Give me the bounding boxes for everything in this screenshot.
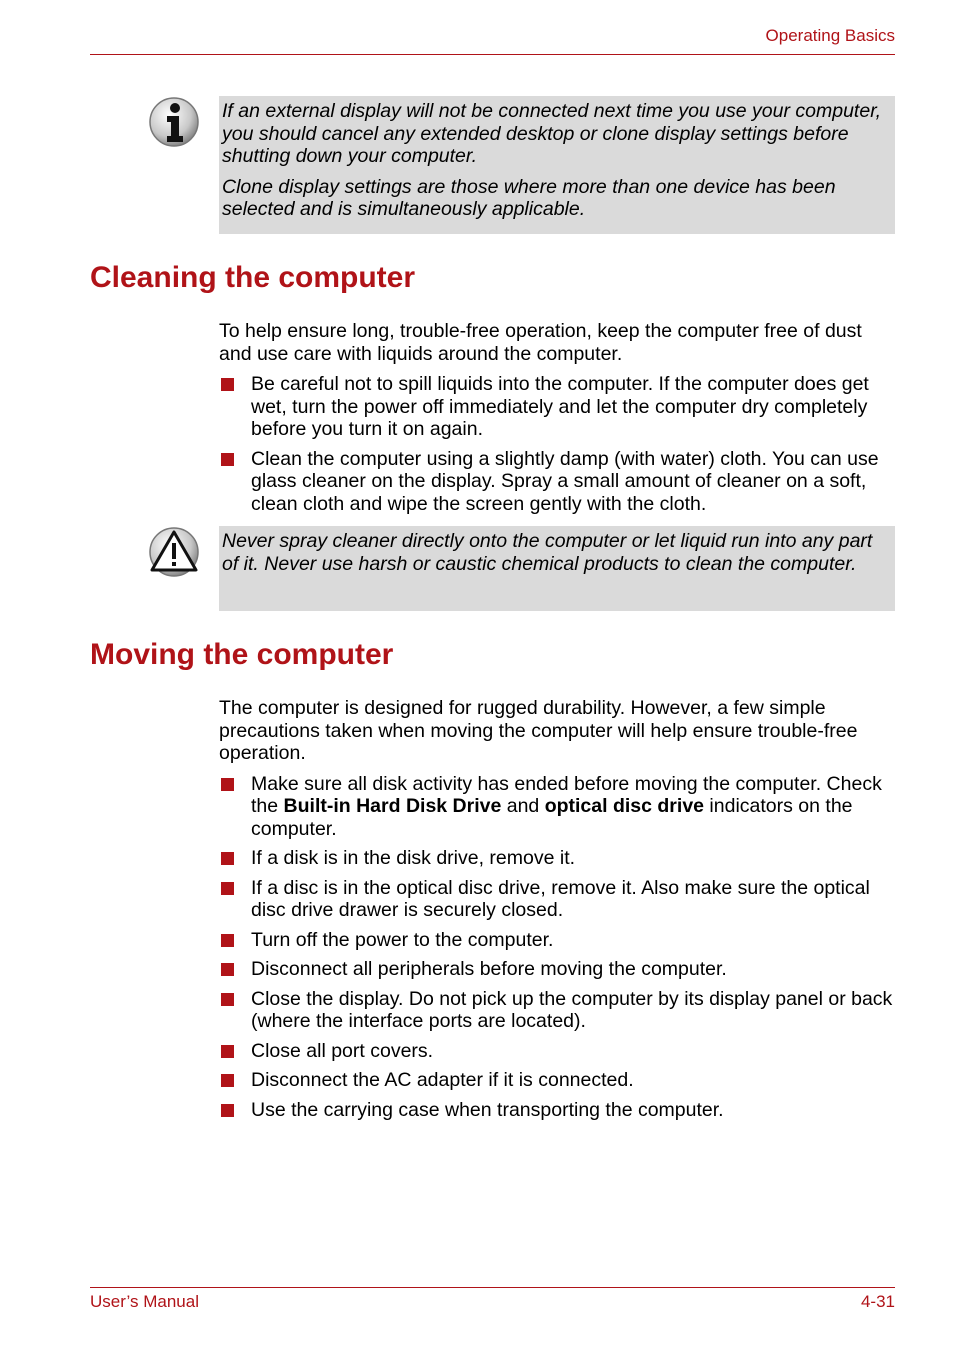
list-item-text: If a disc is in the optical disc drive, remove it. Also make sure the optical disc drive drawer is securely closed. — [251, 876, 870, 921]
hdd-indicator-term: Built-in Hard Disk Drive — [283, 795, 502, 817]
list-item-text: and — [501, 795, 545, 817]
list-item-text: Turn off the power to the computer. — [251, 928, 554, 951]
bullet-square-icon — [221, 778, 234, 791]
footer-rule — [90, 1287, 895, 1288]
list-item-text: Disconnect all peripherals before moving the computer. — [251, 958, 727, 980]
list-item — [219, 988, 895, 1033]
cleaning-intro: To help ensure long, trouble-free operation, keep the computer free of dust and use care with liquids around the computer. — [219, 320, 862, 365]
info-note-paragraph: If an external display will not be connected next time you use your computer, you should cancel any extended desktop or clone display settings before shutting down your computer. — [222, 100, 882, 167]
bullet-square-icon — [221, 1045, 234, 1058]
list-item — [219, 1040, 895, 1063]
odd-indicator-term: optical disc drive — [544, 795, 705, 817]
bullet-square-icon — [221, 852, 234, 865]
list-item-text: Use the carrying case when transporting the computer. — [251, 1098, 724, 1121]
moving-heading: Moving the computer — [90, 638, 394, 671]
header-section-title: Operating Basics — [765, 26, 895, 45]
list-item — [219, 877, 895, 922]
footer-manual-title: User’s Manual — [90, 1292, 199, 1311]
bullet-square-icon — [221, 1074, 234, 1087]
moving-intro: The computer is designed for rugged durability. However, a few simple precautions taken when moving the computer will help ensure trouble-free operation. — [219, 697, 858, 764]
list-item-text: Make sure all disk activity has ended before moving the computer. Check the — [251, 772, 882, 817]
list-item — [219, 448, 895, 516]
info-note — [219, 96, 895, 234]
list-item-text: Close all port covers. — [251, 1039, 434, 1062]
list-item — [219, 1099, 895, 1122]
caution-note-text: Never spray cleaner directly onto the computer or let liquid run into any part of it. Never use harsh or caustic chemical products to clean the computer. — [222, 530, 873, 575]
list-item-text: Disconnect the AC adapter if it is connected. — [251, 1069, 634, 1091]
header-rule — [90, 54, 895, 55]
bullet-square-icon — [221, 453, 234, 466]
list-item — [219, 1069, 895, 1092]
bullet-square-icon — [221, 934, 234, 947]
moving-list — [219, 773, 895, 1122]
bullet-square-icon — [221, 378, 234, 391]
list-item — [219, 958, 895, 981]
bullet-square-icon — [221, 993, 234, 1006]
list-item-text: indicators on the computer. — [251, 795, 853, 840]
warning-icon — [148, 526, 202, 580]
list-item-text: Be careful not to spill liquids into the computer. If the computer does get wet, turn the power off immediately and let the computer dry completely before you turn it on again. — [251, 373, 869, 440]
bullet-square-icon — [221, 963, 234, 976]
list-item — [219, 373, 895, 441]
page-number: 4-31 — [860, 1292, 895, 1311]
list-item — [219, 773, 895, 841]
list-item-text: Close the display. Do not pick up the computer by its display panel or back (where the interface ports are located). — [251, 987, 893, 1032]
bullet-square-icon — [221, 1104, 234, 1117]
cleaning-heading: Cleaning the computer — [90, 261, 416, 294]
cleaning-section — [219, 320, 895, 522]
bullet-square-icon — [221, 882, 234, 895]
caution-note — [219, 526, 895, 611]
list-item — [219, 847, 895, 870]
moving-section — [219, 697, 895, 1128]
list-item — [219, 929, 895, 952]
info-icon — [148, 96, 202, 150]
list-item-text: If a disk is in the disk drive, remove it. — [251, 847, 576, 869]
cleaning-list — [219, 373, 895, 515]
info-note-paragraph: Clone display settings are those where more than one device has been selected and is simultaneously applicable. — [222, 175, 836, 220]
list-item-text: Clean the computer using a slightly damp (with water) cloth. You can use glass cleaner on the display. Spray a small amount of cleaner on a soft, clean cloth and wipe the screen gently with the cloth. — [251, 447, 879, 515]
